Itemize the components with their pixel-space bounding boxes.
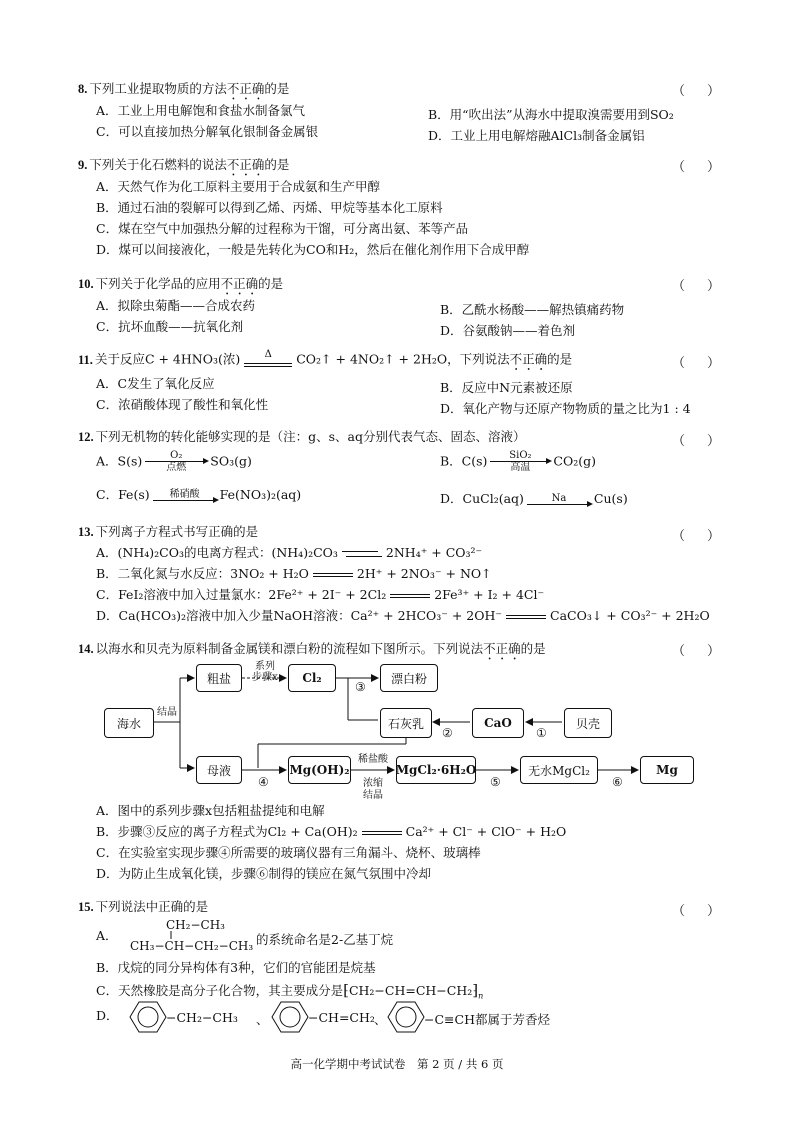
structure-branch: CH₂−CH₃ — [166, 918, 225, 932]
question-15: 15. 下列说法中正确的是 — [78, 899, 209, 914]
step-4: ④ — [258, 775, 269, 789]
option-d: D．煤可以间接液化，一般是先转化为CO和H₂，然后在催化剂作用下合成甲醇 — [96, 242, 530, 257]
option-d-phenylacetylene: −C≡CH都属于芳香烃 — [424, 1012, 550, 1027]
step-5: ⑤ — [490, 775, 501, 789]
label-hcl-concentrate: 稀盐酸 浓缩 结晶 — [358, 754, 388, 801]
answer-blank[interactable]: （ ） — [672, 434, 720, 449]
option-b: B．二氧化氮与水反应：3NO₂ + H₂O 2H⁺ + 2NO₃⁻ + NO↑ — [96, 566, 492, 581]
box-cl2: Cl₂ — [288, 664, 336, 692]
reaction-arrow: SiO₂ 高温 — [490, 451, 550, 473]
answer-blank[interactable]: （ ） — [672, 279, 720, 294]
separator: 、 — [256, 1012, 269, 1027]
box-bleach: 漂白粉 — [380, 664, 438, 692]
option-d-ethylbenzene: −CH₂−CH₃ — [166, 1010, 238, 1025]
answer-blank[interactable]: （ ） — [672, 529, 720, 544]
option-b: B．C(s) SiO₂ 高温 CO₂(g) — [440, 450, 596, 473]
option-d: D．谷氨酸钠——着色剂 — [440, 323, 576, 338]
option-d: D．为防止生成氧化镁，步骤⑥制得的镁应在氮气氛围中冷却 — [96, 866, 432, 881]
option-a: A．C发生了氧化反应 — [96, 376, 215, 391]
option-d-styrene: −CH=CH₂ — [308, 1010, 375, 1025]
option-b: B．用“吹出法”从海水中提取溴需要用到SO₂ — [428, 107, 674, 122]
question-10: 10. 下列关于化学品的应用不正确的是 — [78, 276, 284, 291]
option-d: D．CuCl₂(aq) Na Cu(s) — [440, 491, 628, 506]
answer-blank[interactable]: （ ） — [672, 644, 720, 659]
option-c: C．可以直接加热分解氧化银制备金属银 — [96, 124, 319, 139]
step-6: ⑥ — [612, 775, 623, 789]
label-series-steps: 系列 步骤x — [252, 661, 278, 683]
option-a-label: A． — [96, 928, 118, 943]
box-mg: Mg — [640, 756, 694, 784]
option-b: B．乙酰水杨酸——解热镇痛药物 — [440, 302, 625, 317]
label-crystallize: 结晶 — [157, 707, 177, 718]
question-11: 11. 关于反应C + 4HNO₃(浓) Δ CO₂↑ + 4NO₂↑ + 2H₂O，下列说法不正确的是 — [78, 350, 734, 374]
box-shell: 贝壳 — [564, 708, 612, 738]
option-b: B．通过石油的裂解可以得到乙烯、丙烯、甲烷等基本化工原料 — [96, 200, 443, 215]
box-limewater: 石灰乳 — [380, 708, 432, 738]
option-d-label: D． — [96, 1008, 119, 1023]
option-d: D．氧化产物与还原产物物质的量之比为1 : 4 — [440, 401, 691, 416]
equals-sign — [390, 594, 430, 598]
equals-sign — [362, 831, 402, 835]
page-footer: 高一化学期中考试试卷 第 2 页 / 共 6 页 — [290, 1057, 504, 1071]
option-b: B．步骤③反应的离子方程式为Cl₂ + Ca(OH)₂ Ca²⁺ + Cl⁻ + ClO⁻ + H₂O — [96, 824, 567, 839]
question-12: 12. 下列无机物的转化能够实现的是（注：g、s、aq分别代表气态、固态、溶液） — [78, 429, 526, 444]
option-c: C．煤在空气中加强热分解的过程称为干馏，可分离出氨、苯等产品 — [96, 221, 469, 236]
answer-blank[interactable]: （ ） — [672, 904, 720, 919]
option-a: A．S(s) O₂ 点燃 SO₃(g) — [96, 450, 252, 473]
option-c: C．FeI₂溶液中加入过量氯水：2Fe²⁺ + 2I⁻ + 2Cl₂ 2Fe³⁺ + I₂ + 4Cl⁻ — [96, 587, 545, 602]
option-c: C．天然橡胶是高分子化合物，其主要成分是$⁅CH_2-CH=CH-CH_2⁆_n$ — [96, 981, 484, 1001]
equals-sign — [506, 615, 546, 619]
benzene-ring-icon — [130, 1002, 166, 1032]
heat-equals-sign: Δ — [243, 350, 293, 370]
question-9: 9. 下列关于化石燃料的说法不正确的是 — [78, 157, 290, 172]
reaction-arrow: O₂ 点燃 — [145, 451, 207, 473]
benzene-ring-icon — [272, 1002, 308, 1032]
option-d: D．Ca(HCO₃)₂溶液中加入少量NaOH溶液：Ca²⁺ + 2HCO₃⁻ + 2OH⁻ CaCO₃↓ + CO₃²⁻ + 2H₂O — [96, 608, 710, 623]
option-c: C．Fe(s) 稀硝酸 Fe(NO₃)₂(aq) — [96, 487, 302, 502]
question-13: 13. 下列离子方程式书写正确的是 — [78, 524, 259, 539]
box-crude-salt: 粗盐 — [196, 664, 242, 692]
box-cao: CaO — [472, 708, 524, 738]
answer-blank[interactable]: （ ） — [672, 160, 720, 175]
option-c: C．在实验室实现步骤④所需要的玻璃仪器有三角漏斗、烧杯、玻璃棒 — [96, 845, 481, 860]
reaction-arrow: Na — [527, 494, 591, 505]
answer-blank[interactable]: （ ） — [672, 84, 720, 99]
option-b: B．反应中N元素被还原 — [440, 380, 573, 395]
option-c: C．抗坏血酸——抗氧化剂 — [96, 319, 244, 334]
reaction-arrow: 稀硝酸 — [153, 490, 217, 501]
question-14: 14. 以海水和贝壳为原料制备金属镁和漂白粉的流程如下图所示。下列说法不正确的是 — [78, 641, 546, 656]
step-3: ③ — [355, 680, 366, 694]
box-mother-liquor: 母液 — [196, 756, 242, 784]
separator: 、 — [374, 1012, 387, 1027]
box-mgoh2: Mg(OH)₂ — [288, 756, 351, 784]
reversible-arrow — [342, 550, 382, 558]
structure-main-chain: CH₃−CH−CH₂−CH₃ — [130, 939, 254, 953]
equals-sign — [313, 573, 353, 577]
box-seawater: 海水 — [104, 708, 154, 738]
question-8: 8. 下列工业提取物质的方法不正确的是 — [78, 81, 290, 96]
option-a: A．(NH₄)₂CO₃的电离方程式：(NH₄)₂CO₃ 2NH₄⁺ + CO₃²⁻ — [96, 545, 483, 560]
benzene-ring-icon — [388, 1002, 424, 1032]
option-a: A．天然气作为化工原料主要用于合成氨和生产甲醇 — [96, 179, 381, 194]
option-b: B．戊烷的同分异构体有3种，它们的官能团是烷基 — [96, 960, 376, 975]
option-c: C．浓硝酸体现了酸性和氧化性 — [96, 397, 269, 412]
answer-blank[interactable]: （ ） — [672, 356, 720, 371]
option-a-text: 的系统命名是2-乙基丁烷 — [256, 932, 394, 947]
box-anhydrous-mgcl2: 无水MgCl₂ — [520, 756, 598, 784]
option-a: A．工业上用电解饱和食盐水制备氯气 — [96, 103, 306, 118]
option-a: A．拟除虫菊酯——合成农药 — [96, 298, 256, 313]
box-mgcl2-hexahydrate: MgCl₂·6H₂O — [396, 756, 476, 784]
option-a: A．图中的系列步骤x包括粗盐提纯和电解 — [96, 803, 325, 818]
option-d: D．工业上用电解熔融AlCl₃制备金属铝 — [428, 128, 645, 143]
step-1: ① — [536, 726, 547, 740]
step-2: ② — [442, 726, 453, 740]
